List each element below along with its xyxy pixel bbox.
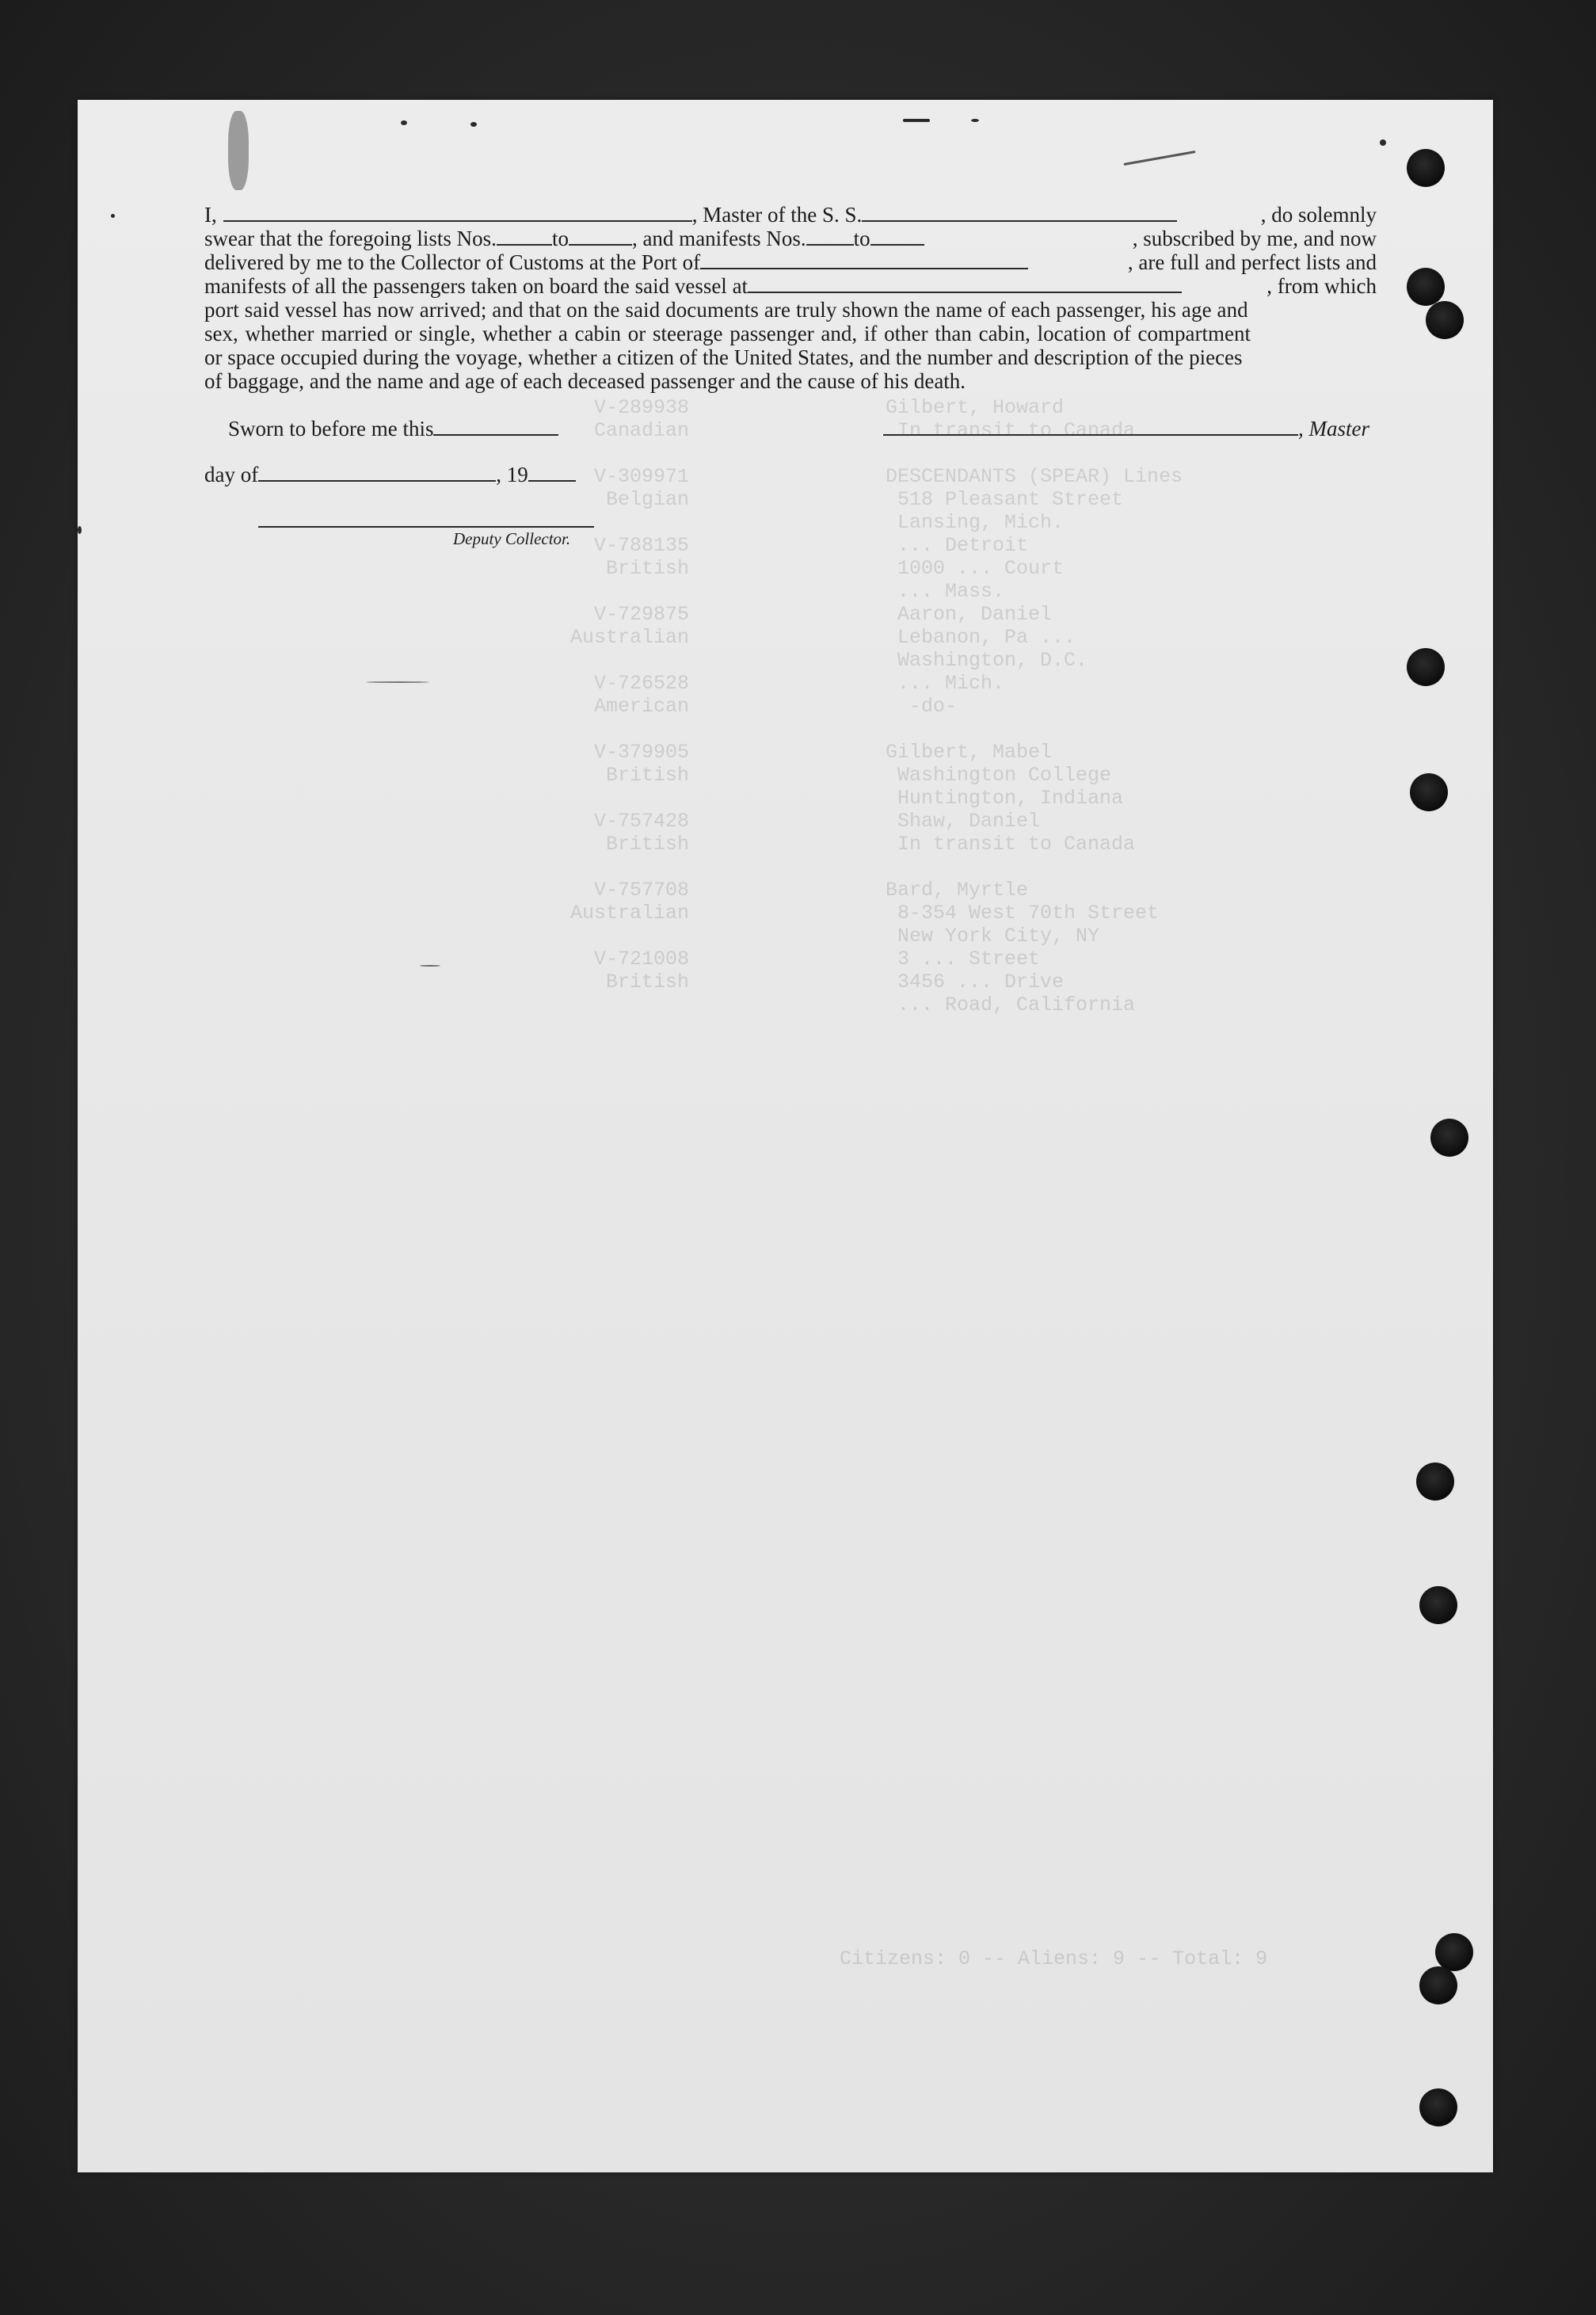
oath-line-3 [204, 250, 1377, 274]
day-blank [258, 464, 496, 482]
day-of-label: day of [204, 463, 259, 486]
sworn-date-blank [433, 418, 558, 436]
oath-vessel-at: manifests of all the passengers taken on board the said vessel at [204, 274, 748, 298]
lists-from-blank [497, 228, 552, 246]
oath-line-1 [204, 203, 1377, 227]
master-signature [883, 417, 1369, 441]
oath-lists-to: to [551, 227, 569, 250]
oath-lists-nos: swear that the foregoing lists Nos. [204, 227, 497, 250]
sworn-label: Sworn to before me this [228, 417, 434, 440]
lists-to-blank [569, 228, 632, 246]
punch-hole [1419, 1966, 1457, 2004]
oath-manifests-to: to [853, 227, 870, 250]
bleed-through-totals: Citizens: 0 -- Aliens: 9 -- Total: 9 [840, 1947, 1268, 1970]
year-prefix: , 19 [496, 463, 528, 486]
year-blank [528, 464, 576, 482]
departure-port-blank [748, 276, 1182, 293]
oath-line-8: of baggage, and the name and age of each deceased passenger and the cause of his death. [204, 369, 966, 393]
port-blank [700, 252, 1028, 269]
manifest-page [78, 100, 1493, 2172]
deputy-signature-line [258, 526, 594, 528]
bleed-through-visas: V-289938 Canadian V-309971 Belgian V-788135 British V-729875 Australian V-726528 American V-379905 British V-757428 British V-757708 Australian V-721008 British [570, 396, 690, 994]
pencil-mark [366, 681, 429, 683]
master-name-blank [223, 204, 692, 222]
punch-hole [1435, 1933, 1473, 1971]
punch-hole [1419, 1586, 1457, 1624]
oath-port-of: delivered by me to the Collector of Customs at the Port of [204, 250, 701, 274]
master-oath-paragraph [204, 203, 1377, 393]
oath-subscribed: , subscribed by me, and now [1132, 227, 1377, 250]
day-line [204, 463, 576, 487]
punch-hole [1407, 268, 1445, 306]
oath-line-6: sex, whether married or single, whether a cabin or steerage passenger and, if other than cabin, location of compartment [204, 322, 1251, 345]
manifests-from-blank [806, 228, 854, 246]
oath-line-7: or space occupied during the voyage, whether a citizen of the United States, and the number and description of the pieces [204, 345, 1243, 369]
speck [971, 119, 979, 122]
oath-master-of-ss: , Master of the S. S. [691, 203, 863, 227]
oath-from-which: , from which [1267, 274, 1377, 298]
punch-hole [1410, 773, 1448, 811]
master-signature-blank [883, 418, 1298, 436]
oath-i: I, [204, 203, 217, 227]
punch-hole [1407, 648, 1445, 686]
master-label: , Master [1298, 417, 1369, 440]
punch-hole [1419, 2088, 1457, 2126]
bleed-through-names: Gilbert, Howard In transit to Canada DESCENDANTS (SPEAR) Lines 518 Pleasant Street Lansing, Mich. ... Detroit 1000 ... Court ... Mass. Aaron, Daniel Lebanon, Pa ... Washington, D.C. ... Mich. -do- Gilbert, Mabel Washington College Huntington, Indiana Shaw, Daniel In transit to Canada Bard, Myrtle 8-354 West 70th Street New York City, NY 3 ... Street 3456 ... Drive ... Road, California [886, 396, 1183, 1016]
speck [1380, 139, 1386, 146]
oath-line-2 [204, 227, 1377, 250]
ink-smudge [228, 111, 249, 190]
ship-name-blank [862, 204, 1177, 222]
speck [78, 526, 82, 534]
punch-hole [1407, 149, 1445, 187]
oath-do-solemnly: , do solemnly [1260, 203, 1377, 227]
manifests-to-blank [870, 228, 924, 246]
punch-hole [1426, 301, 1464, 339]
speck [470, 122, 477, 127]
speck [903, 119, 930, 122]
sworn-line [228, 417, 558, 441]
speck [111, 214, 115, 218]
pencil-mark [420, 965, 440, 967]
punch-hole [1430, 1119, 1468, 1157]
deputy-collector-label: Deputy Collector. [453, 529, 571, 548]
oath-manifests-nos: , and manifests Nos. [631, 227, 806, 250]
oath-full-and-perfect: , are full and perfect lists and [1127, 250, 1377, 274]
speck [401, 120, 407, 125]
punch-hole [1416, 1463, 1454, 1501]
oath-line-5: port said vessel has now arrived; and that on the said documents are truly shown the name of each passenger, his age and [204, 298, 1248, 322]
oath-line-4 [204, 274, 1377, 298]
